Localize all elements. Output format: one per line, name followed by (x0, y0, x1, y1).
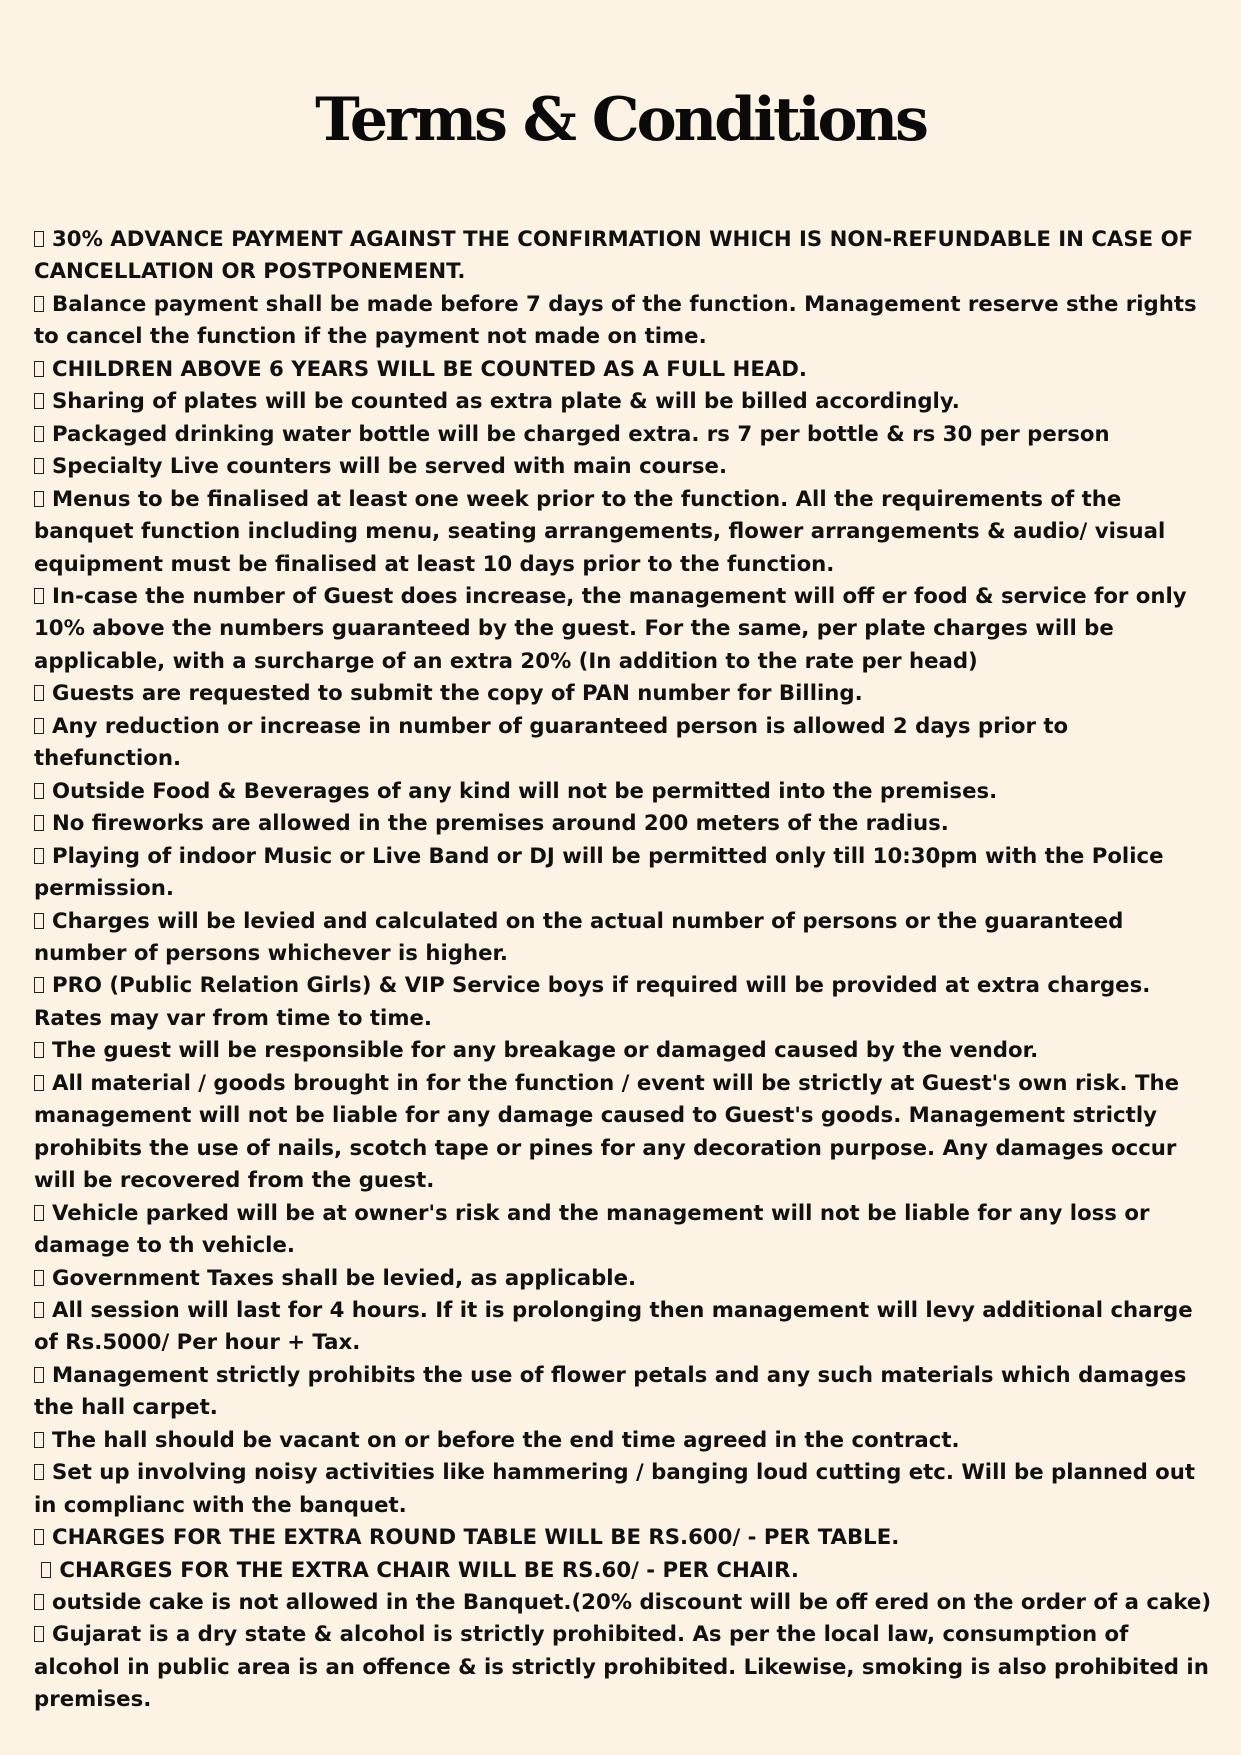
bullet-icon (34, 1529, 44, 1545)
bullet-icon (34, 426, 44, 442)
terms-list (34, 224, 1214, 1717)
bullet-icon (34, 1594, 44, 1610)
term-item (34, 386, 1214, 418)
term-text: 30% ADVANCE PAYMENT AGAINST THE CONFIRMATION WHICH IS NON-REFUNDABLE IN CASE OF CANCELLATION OR POSTPONEMENT. (34, 227, 1194, 285)
bullet-icon (34, 815, 44, 831)
term-text: All session will last for 4 hours. If it is prolonging then management will levy additional charge of Rs.5000/ Per hour + Tax. (34, 1297, 1193, 1356)
bullet-icon (34, 1270, 44, 1286)
term-item (34, 1555, 1214, 1587)
bullet-icon (34, 1075, 44, 1091)
term-item (34, 354, 1214, 386)
term-item (34, 1425, 1214, 1457)
term-text: Outside Food & Beverages of any kind will not be permitted into the premises. (52, 778, 998, 804)
bullet-icon (34, 1432, 44, 1448)
term-item (34, 1068, 1214, 1198)
term-text: Set up involving noisy activities like hammering / banging loud cutting etc. Will be planned out in complianc with the banquet. (34, 1460, 1196, 1518)
bullet-icon (34, 977, 44, 993)
bullet-icon (34, 393, 44, 409)
page-title: Terms & Conditions (315, 85, 926, 155)
term-text: In-case the number of Guest does increase, the management will off er food & service for only 10% above the numbers guaranteed by the guest. For the same, per plate charges will be applicable, with a surcharge of an extra 20% (In addition to the rate per head) (34, 583, 1187, 674)
term-text: Menus to be finalised at least one week prior to the function. All the requirements of the banquet function including menu, seating arrangements, flower arrangements & audio/ visual equipment must be finalised at least 10 days prior to the function. (34, 486, 1166, 577)
bullet-icon (34, 685, 44, 701)
bullet-icon (41, 1562, 51, 1578)
bullet-icon (34, 913, 44, 929)
term-item (34, 841, 1214, 906)
bullet-icon (34, 783, 44, 799)
term-text: CHARGES FOR THE EXTRA CHAIR WILL BE RS.60/ - PER CHAIR. (59, 1557, 799, 1583)
term-item (34, 678, 1214, 710)
term-text: outside cake is not allowed in the Banquet.(20% discount will be off ered on the order of a cake) (52, 1590, 1212, 1616)
term-item (34, 1457, 1214, 1522)
bullet-icon (34, 718, 44, 734)
term-text: PRO (Public Relation Girls) & VIP Service boys if required will be provided at extra charges. Rates may var from time to time. (34, 973, 1151, 1031)
term-text: CHARGES FOR THE EXTRA ROUND TABLE WILL BE RS.600/ - PER TABLE. (52, 1525, 900, 1551)
term-item (34, 1295, 1214, 1360)
bullet-icon (34, 1302, 44, 1318)
term-text: Vehicle parked will be at owner's risk and the management will not be liable for any loss or damage to th vehicle. (34, 1200, 1150, 1259)
bullet-icon (34, 848, 44, 864)
term-text: No fireworks are allowed in the premises around 200 meters of the radius. (52, 811, 949, 837)
term-item (34, 484, 1214, 581)
term-text: The hall should be vacant on or before the end time agreed in the contract. (52, 1427, 960, 1453)
term-item (34, 581, 1214, 678)
term-item (34, 1619, 1214, 1716)
term-item (34, 224, 1214, 289)
term-text: CHILDREN ABOVE 6 YEARS WILL BE COUNTED AS A FULL HEAD. (52, 356, 808, 382)
bullet-icon (34, 1367, 44, 1383)
bullet-icon (34, 1205, 44, 1221)
bullet-icon (34, 296, 44, 312)
term-item (34, 970, 1214, 1035)
term-item (34, 1522, 1214, 1554)
term-text: Balance payment shall be made before 7 days of the function. Management reserve sthe rights to cancel the function if the payment not made on time. (34, 291, 1197, 350)
term-item (34, 808, 1214, 840)
bullet-icon (34, 361, 44, 377)
term-text: Gujarat is a dry state & alcohol is strictly prohibited. As per the local law, consumption of alcohol in public area is an offence & is strictly prohibited. Likewise, smoking is also prohibited in premises. (34, 1622, 1209, 1713)
term-item (34, 451, 1214, 483)
term-item (34, 419, 1214, 451)
term-text: Government Taxes shall be levied, as applicable. (52, 1265, 637, 1291)
term-item (34, 906, 1214, 971)
term-item (34, 1587, 1214, 1619)
bullet-icon (34, 491, 44, 507)
term-text: Specialty Live counters will be served with main course. (52, 454, 728, 480)
bullet-icon (34, 1626, 44, 1642)
term-item (34, 1360, 1214, 1425)
bullet-icon (34, 1042, 44, 1058)
bullet-icon (34, 458, 44, 474)
term-item (34, 289, 1214, 354)
bullet-icon (34, 1464, 44, 1480)
term-item (34, 776, 1214, 808)
term-text: Packaged drinking water bottle will be charged extra. rs 7 per bottle & rs 30 per person (52, 421, 1110, 447)
term-item (34, 1263, 1214, 1295)
term-text: Any reduction or increase in number of guaranteed person is allowed 2 days prior to thefunction. (34, 713, 1069, 772)
term-text: Charges will be levied and calculated on the actual number of persons or the guaranteed number of persons whichever is higher. (34, 908, 1124, 966)
term-text: All material / goods brought in for the function / event will be strictly at Guest's own risk. The management will not be liable for any damage caused to Guest's goods. Management strictly prohibits the use of nails, scotch tape or pines for any decoration purpose. Any damages occur will be recovered from the guest. (34, 1070, 1180, 1194)
term-text: Management strictly prohibits the use of flower petals and any such materials which damages the hall carpet. (34, 1362, 1187, 1421)
term-text: Sharing of plates will be counted as extra plate & will be billed accordingly. (52, 389, 960, 415)
bullet-icon (34, 588, 44, 604)
term-text: Guests are requested to submit the copy of PAN number for Billing. (52, 681, 863, 707)
term-item (34, 711, 1214, 776)
term-text: The guest will be responsible for any breakage or damaged caused by the vendor. (52, 1038, 1039, 1064)
term-item (34, 1035, 1214, 1067)
bullet-icon (34, 231, 44, 247)
term-item (34, 1198, 1214, 1263)
term-text: Playing of indoor Music or Live Band or DJ will be permitted only till 10:30pm with the Police permission. (34, 843, 1164, 902)
